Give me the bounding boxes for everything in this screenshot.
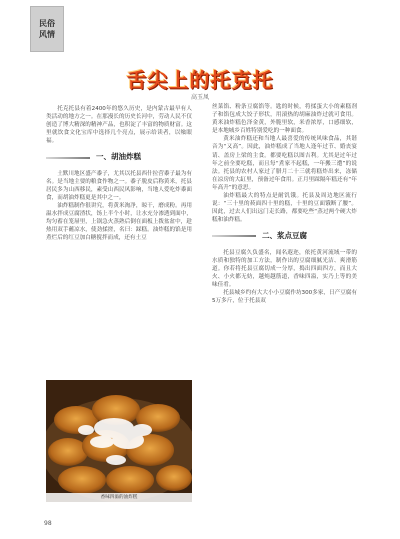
section-tab-line1: 民俗: [39, 18, 55, 28]
fried-cake-photo-illustration: [46, 380, 192, 502]
page-number: 98: [44, 520, 52, 527]
right-column: [212, 103, 357, 305]
section1-paragraph: 油炸糕制作很讲究，将黄米淘净，晾干，磨成粉。再用温水拌成豆腐渣状，饧上半个小时，让水充分渗透到面中，均匀蓄在笼屉里，上锅急火蒸熟后倒在面板上拨盆盆中，趁热用双手蘸凉水，使劲揉搓，名曰：踩糕。油炸糕的馅是用煮烂后的红豆加白糖搅拌而成，还有土豆: [46, 202, 192, 242]
section2-heading-text: 二、浆点豆腐: [262, 231, 307, 241]
section2-paragraph: 托县城乡约有大大小小豆腐作坊300多家，日产豆腐有5万多斤，位于托县双: [212, 289, 357, 305]
left-column: [46, 105, 192, 242]
fried-cake-photo: [46, 380, 192, 502]
right-paragraph: 黄米油炸糕还和当地人最喜爱的传统风味食品，其谐音为“又高”。因此，油炸糕成了当地人逢年过节、婚丧宴请、盖房上梁的主食。都要吃糕以图吉利。尤其是过年过年之前全要吃糕，而且每“煮家不起糕，一年搬三遭”的说法。托县的农村人家过了腊月二十三就将糕炸出来，冻储在凉房的大缸里，预备过年食用。正月里踩隔年糕还有“年年高升”的意思。: [212, 136, 357, 191]
section2-paragraph: 托县豆腐久负盛名，闻名遐迩，依托黄河流域一带的水质和独特的加工方法，制作出的豆腐细腻光洁、爽滑筋道。你若将托县豆腐切成一分厚，捣出四面四方，而且大火、小火都无妨，越炖越筋道，香味四溢，实乃上等的美味佳肴。: [212, 249, 357, 288]
section1-paragraph: 土默川地区盛产黍子，尤其以托县西什拉营黍子最为有名。是当地主要的粮食作物之一。黍子脱皮后称黄米，托县居民多为山西移民，素受山西民风影响，当地人爱吃炸黍面食，而胡油炸糕更是其中之一。: [46, 170, 192, 201]
section-divider-bar: [212, 235, 256, 237]
intro-paragraph: 托克托县有着2400年的悠久历史，是内蒙古最早有人类活动的地方之一。在那漫长的历史长河中，劳动人民不仅创造了博大精深的精神产品，也积淀了丰富的物质财富。这里就饮食文化宝库中选择几个亮点，展示给读者，以飨眼福。: [46, 106, 192, 145]
article-author: 高玉凤: [190, 94, 209, 101]
right-paragraph: 丝菜馅、粉条豆腐馅等。匙的时候，将揉蛋大小的素糕剂子和馅包成大饺子形状，用滚热的胡麻油炸过就可食用。黄米油炸糕色泽金黄，外脆里软，米香浓厚，口感细软，是本地城乡百姓特别爱吃的一种面食。: [212, 104, 357, 135]
article-title: 舌尖上的托克托: [126, 68, 274, 92]
photo-caption: 香味四溢的油炸糕: [46, 493, 192, 502]
section1-heading-text: 一、胡油炸糕: [96, 152, 141, 162]
section-tab: [30, 6, 64, 52]
section-tab-line2: 风情: [39, 29, 55, 39]
section2-heading: [212, 232, 357, 240]
right-paragraph: 油炸糕最大的特点是耐饥饿。托县及周边地区流行说：“三十里的莜面四十里的糕，十里的豆面饿断了腰”。因此，过去人们出远门走长路，都要吃些“蒸过两个硬大炸糕和油炸糕。: [212, 193, 357, 224]
section-divider-bar: [46, 157, 90, 159]
section1-heading: [46, 153, 192, 161]
